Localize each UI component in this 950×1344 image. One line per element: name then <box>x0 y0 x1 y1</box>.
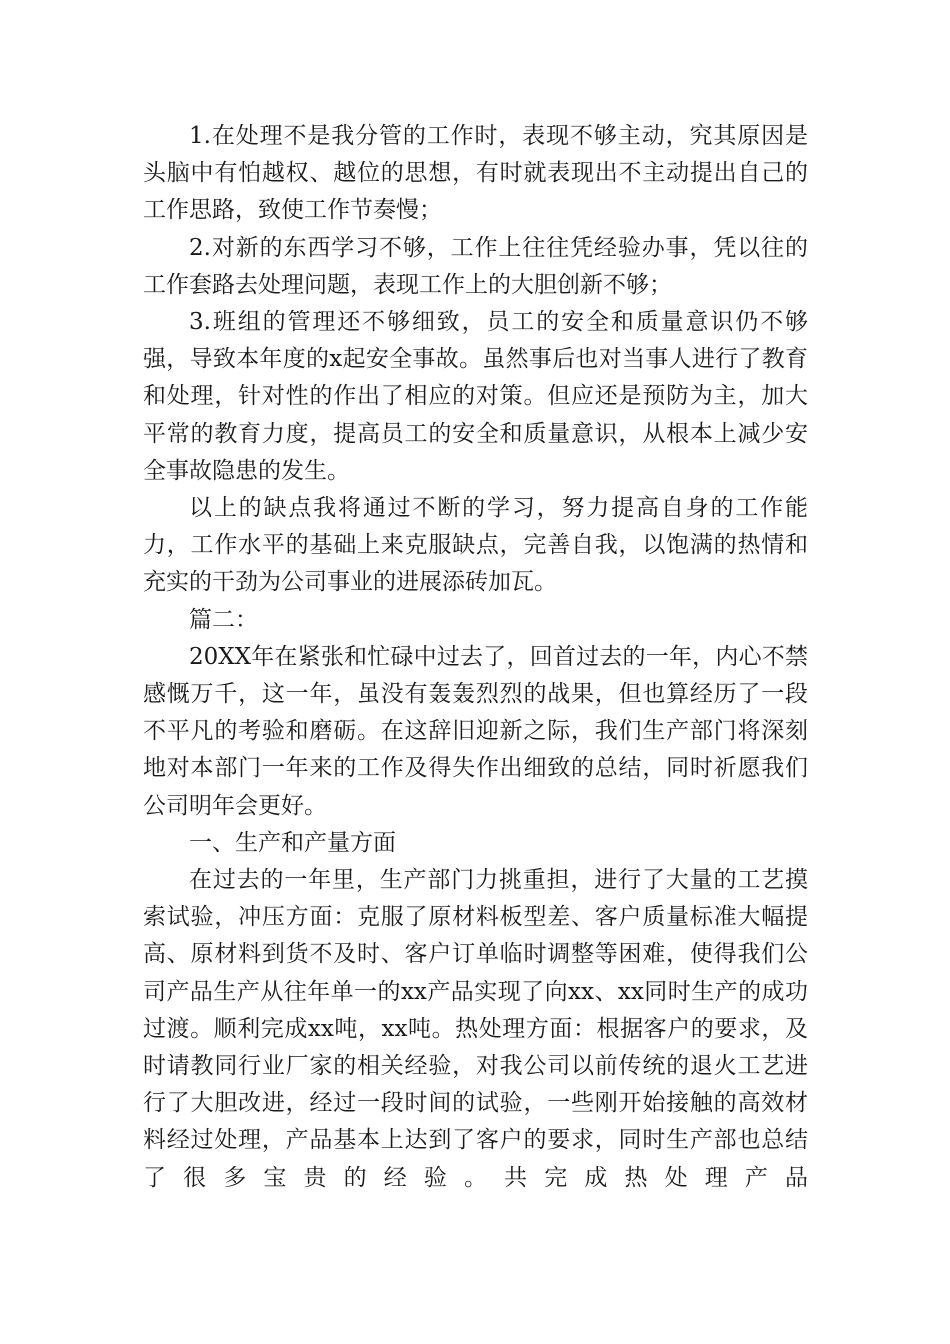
paragraph-shortcoming-1: 1.在处理不是我分管的工作时，表现不够主动，究其原因是头脑中有怕越权、越位的思想，有时就表现出不主动提出自己的工作思路，致使工作节奏慢； <box>143 123 808 224</box>
paragraph-intro: 20XX年在紧张和忙碌中过去了，回首过去的一年，内心不禁感慨万千，这一年，虽没有轰轰烈烈的战果，但也算经历了一段不平凡的考验和磨砺。在这辞旧迎新之际，我们生产部门将深刻地对本部门一年来的工作及得失作出细致的总结，同时祈愿我们公司明年会更好。 <box>143 643 808 819</box>
paragraph-shortcoming-2: 2.对新的东西学习不够，工作上往往凭经验办事，凭以往的工作套路去处理问题，表现工作上的大胆创新不够； <box>143 234 808 298</box>
section-heading-part-two: 篇二： <box>189 606 258 633</box>
section-heading-production: 一、生产和产量方面 <box>189 829 396 856</box>
paragraph-improvement: 以上的缺点我将通过不断的学习，努力提高自身的工作能力，工作水平的基础上来克服缺点，完善自我，以饱满的热情和充实的干劲为公司事业的进展添砖加瓦。 <box>143 495 808 596</box>
paragraph-shortcoming-3: 3.班组的管理还不够细致，员工的安全和质量意识仍不够强，导致本年度的x起安全事故。虽然事后也对当事人进行了教育和处理，针对性的作出了相应的对策。但应还是预防为主，加大平常的教育力度，提高员工的安全和质量意识，从根本上减少安全事故隐患的发生。 <box>143 309 808 484</box>
paragraph-production: 在过去的一年里，生产部门力挑重担，进行了大量的工艺摸索试验，冲压方面：克服了原材料板型差、客户质量标准大幅提高、原材料到货不及时、客户订单临时调整等困难，使得我们公司产品生产从往年单一的xx产品实现了向xx、xx同时生产的成功过渡。顺利完成xx吨，xx吨。热处理方面：根据客户的要求，及时请教同行业厂家的相关经验，对我公司以前传统的退火工艺进行了大胆改进，经过一段时间的试验，一些刚开始接触的高效材料经过处理，产品基本上达到了客户的要求，同时生产部也总结了很多宝贵的经验。共完成热处理产品 <box>143 867 808 1191</box>
document-body <box>143 118 808 1197</box>
